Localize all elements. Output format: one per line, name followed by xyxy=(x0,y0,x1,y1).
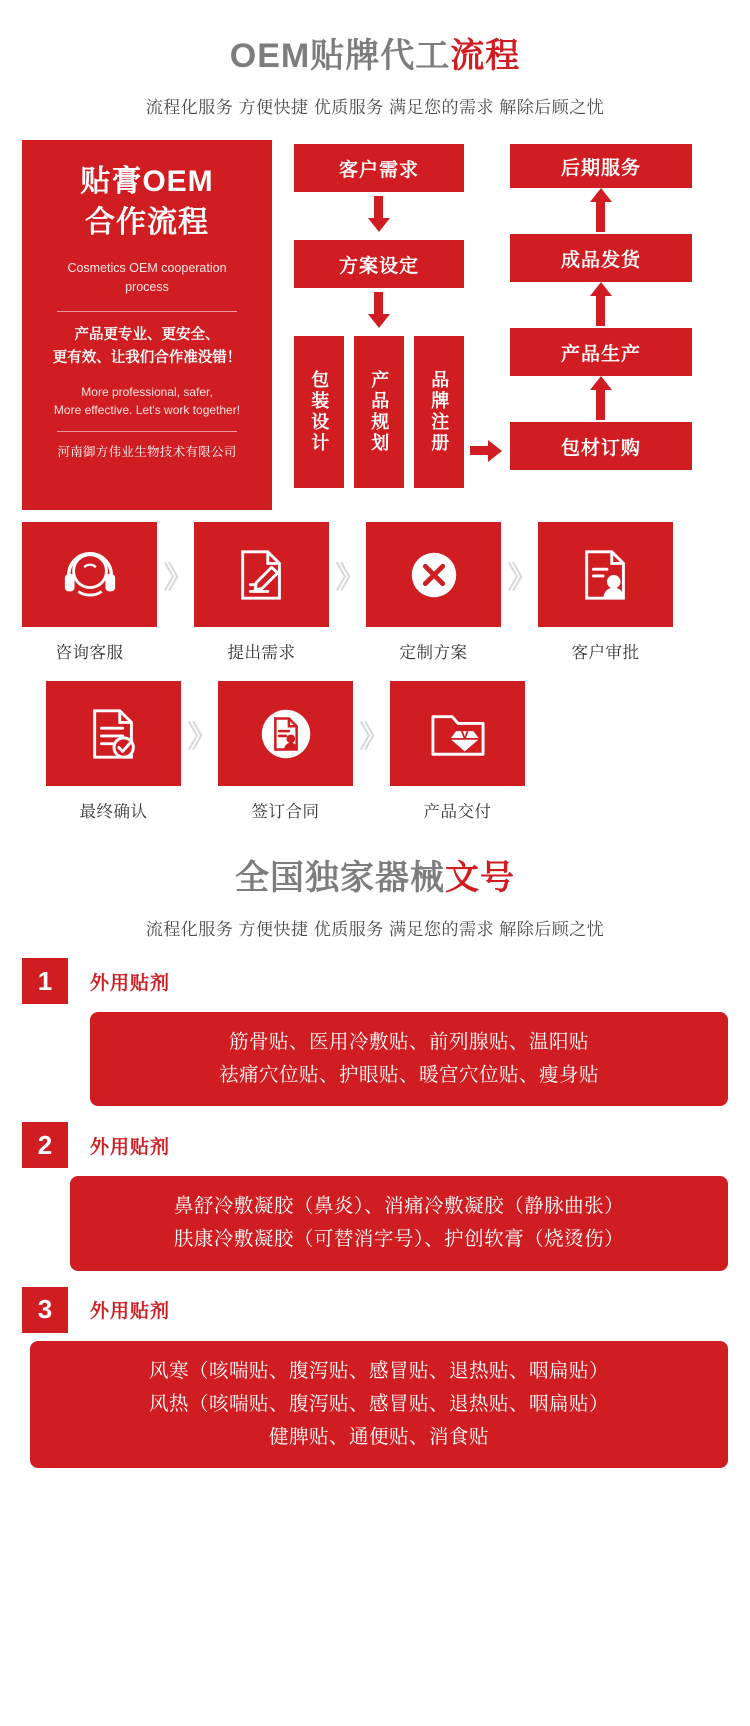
flow-panel-english1-line1: Cosmetics OEM cooperation xyxy=(67,261,227,275)
step-consult-service xyxy=(22,522,157,663)
step-product-delivery xyxy=(390,681,525,822)
group-line: 鼻舒冷敷凝胶（鼻炎）、消痛冷敷凝胶（静脉曲张） xyxy=(173,1195,625,1218)
step-final-confirm xyxy=(46,681,181,822)
step-submit-requirement xyxy=(194,522,329,663)
connector xyxy=(470,446,490,455)
divider xyxy=(57,431,237,432)
group-body xyxy=(70,1176,728,1270)
flow-box-after-service: 后期服务 xyxy=(510,144,692,188)
flow-panel-chinese2-line2: 更有效、让我们合作准没错！ xyxy=(52,350,242,367)
step-tile xyxy=(538,522,673,627)
group-header xyxy=(22,1287,728,1333)
page-subtitle: 流程化服务 方便快捷 优质服务 满足您的需求 解除后顾之忧 xyxy=(145,98,605,117)
document-user-icon xyxy=(577,546,635,604)
flow-box-material-order: 包材订购 xyxy=(510,422,692,470)
connector xyxy=(596,390,605,420)
process-steps xyxy=(0,522,750,822)
group-line: 肤康冷敷凝胶（可替消字号）、护创软膏（烧烫伤） xyxy=(173,1228,625,1251)
product-group-3 xyxy=(22,1287,728,1468)
step-tile xyxy=(22,522,157,627)
group-body xyxy=(30,1341,728,1468)
section2-title-plain: 全国独家器械 xyxy=(235,859,445,897)
group-body xyxy=(90,1012,728,1106)
connector xyxy=(374,196,383,220)
chevron-separator: 》 xyxy=(335,561,360,595)
step-customer-approval xyxy=(538,522,673,663)
group-header xyxy=(22,958,728,1004)
flow-box-customer-demand: 客户需求 xyxy=(294,144,464,192)
section2-subtitle: 流程化服务 方便快捷 优质服务 满足您的需求 解除后顾之忧 xyxy=(145,920,605,939)
page-title xyxy=(0,0,750,77)
process-steps-row-2 xyxy=(22,681,728,822)
step-label: 定制方案 xyxy=(399,644,468,662)
folder-gem-icon xyxy=(427,707,489,761)
flow-box-production: 产品生产 xyxy=(510,328,692,376)
step-label: 产品交付 xyxy=(423,803,492,821)
flow-panel-title-line2: 合作流程 xyxy=(85,205,209,239)
group-line: 筋骨贴、医用冷敷贴、前列腺贴、温阳贴 xyxy=(228,1031,589,1053)
product-group-2 xyxy=(22,1122,728,1270)
page-title-accent: 流程 xyxy=(450,37,521,75)
product-group-1 xyxy=(22,958,728,1106)
section2-title-accent: 文号 xyxy=(445,859,515,897)
x-circle-icon xyxy=(405,546,463,604)
group-title: 外用贴剂 xyxy=(90,1136,171,1158)
process-steps-row-1 xyxy=(22,522,728,663)
arrow-up-icon xyxy=(590,188,612,202)
step-label: 咨询客服 xyxy=(55,644,124,662)
flow-diagram xyxy=(0,140,750,510)
flow-panel-english2-line2: More effective. Let's work together! xyxy=(53,403,241,418)
group-number-badge: 2 xyxy=(22,1122,68,1168)
arrow-up-icon xyxy=(590,376,612,390)
flow-panel-english2-line1: More professional, safer, xyxy=(81,385,213,400)
group-line: 风寒（咳喘贴、腹泻贴、感冒贴、退热贴、咽扁贴） xyxy=(148,1359,609,1382)
product-groups xyxy=(0,958,750,1468)
chevron-separator: 》 xyxy=(163,561,188,595)
divider xyxy=(57,311,237,312)
group-number-badge: 1 xyxy=(22,958,68,1004)
chevron-separator: 》 xyxy=(187,720,212,754)
step-label: 最终确认 xyxy=(79,803,148,821)
flow-panel-chinese2-line1: 产品更专业、更安全、 xyxy=(74,326,220,343)
flow-panel-title-line1: 贴膏OEM xyxy=(80,165,214,198)
step-tile xyxy=(218,681,353,786)
step-tile xyxy=(390,681,525,786)
step-label: 客户审批 xyxy=(571,644,640,662)
section2-title xyxy=(0,828,750,899)
group-title: 外用贴剂 xyxy=(90,1301,171,1323)
flow-chart-area xyxy=(286,140,728,510)
step-custom-plan xyxy=(366,522,501,663)
chevron-separator: 》 xyxy=(507,561,532,595)
group-line: 祛痛穴位贴、护眼贴、暖宫穴位贴、瘦身贴 xyxy=(218,1064,599,1087)
flow-box-shipment: 成品发货 xyxy=(510,234,692,282)
flow-panel-english1-line2: process xyxy=(125,279,169,294)
flow-box-plan-setting: 方案设定 xyxy=(294,240,464,288)
step-sign-contract xyxy=(218,681,353,822)
group-title: 外用贴剂 xyxy=(90,972,171,994)
step-label: 提出需求 xyxy=(227,644,296,662)
chevron-separator: 》 xyxy=(359,720,384,754)
connector xyxy=(596,202,605,232)
arrow-right-icon xyxy=(488,440,502,462)
headset-icon xyxy=(59,546,121,604)
company-name: 河南御方伟业生物技术有限公司 xyxy=(57,445,237,460)
flow-info-panel xyxy=(22,140,272,510)
step-tile xyxy=(194,522,329,627)
step-tile xyxy=(46,681,181,786)
group-line: 健脾贴、通便贴、消食贴 xyxy=(268,1425,489,1448)
connector xyxy=(374,292,383,316)
contract-sign-icon xyxy=(255,703,317,765)
flow-box-product-planning: 产品规划 xyxy=(354,336,404,488)
flow-box-packaging-design: 包装设计 xyxy=(294,336,344,488)
group-line: 风热（咳喘贴、腹泻贴、感冒贴、退热贴、咽扁贴） xyxy=(148,1392,609,1415)
group-header xyxy=(22,1122,728,1168)
flow-box-brand-registration: 品牌注册 xyxy=(414,336,464,488)
connector xyxy=(596,296,605,326)
document-check-icon xyxy=(85,705,143,763)
edit-document-icon xyxy=(233,546,291,604)
arrow-up-icon xyxy=(590,282,612,296)
arrow-down-icon xyxy=(368,218,390,232)
group-number-badge: 3 xyxy=(22,1287,68,1333)
step-label: 签订合同 xyxy=(251,803,320,821)
page-title-plain: OEM贴牌代工 xyxy=(229,37,451,75)
step-tile xyxy=(366,522,501,627)
arrow-down-icon xyxy=(368,314,390,328)
